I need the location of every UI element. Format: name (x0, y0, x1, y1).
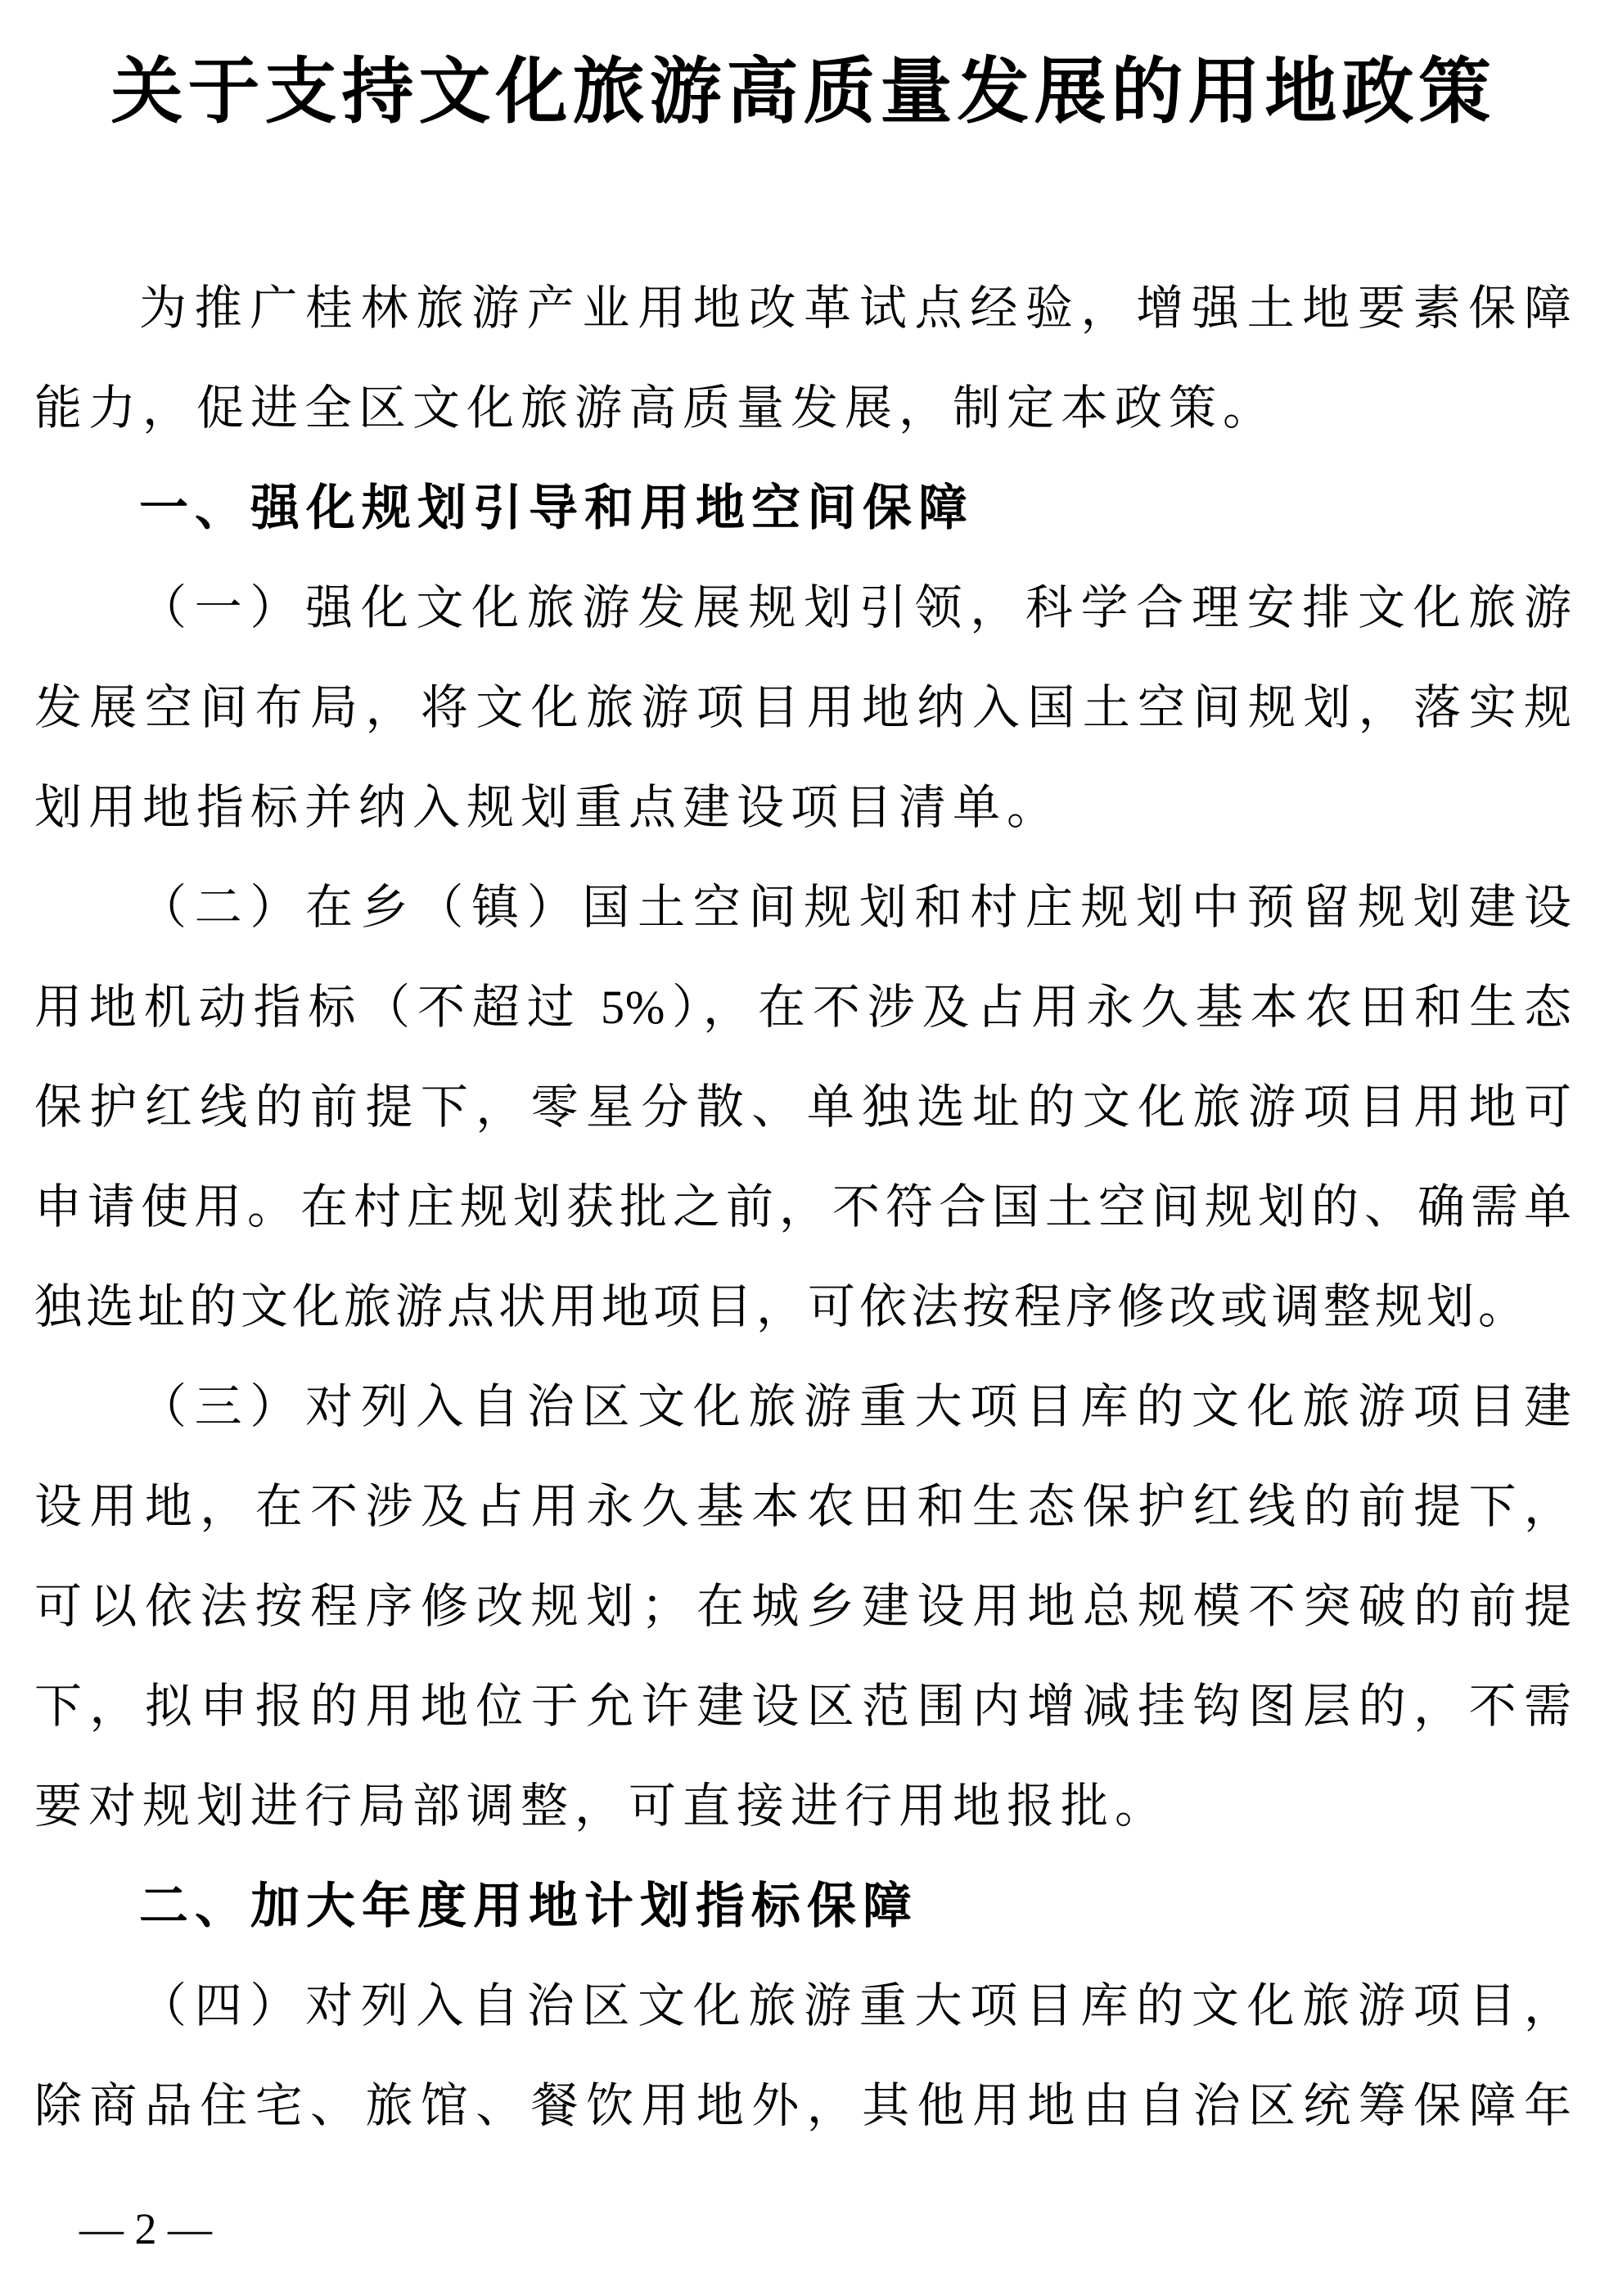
item-2-line-5: 独选址的文化旅游点状用地项目，可依法按程序修改或调整规划。 (34, 1280, 1530, 1333)
item-3-line-4: 下，拟申报的用地位于允许建设区范围内增减挂钩图层的，不需 (34, 1680, 1572, 1733)
item-3-line-3: 可以依法按程序修改规划；在城乡建设用地总规模不突破的前提 (34, 1580, 1572, 1633)
item-2-line-4: 申请使用。在村庄规划获批之前，不符合国土空间规划的、确需单 (34, 1180, 1572, 1234)
item-1-line-1: （一）强化文化旅游发展规划引领，科学合理安排文化旅游 (139, 581, 1572, 634)
item-2-line-3: 保护红线的前提下，零星分散、单独选址的文化旅游项目用地可 (34, 1080, 1572, 1134)
item-2-line-2: 用地机动指标（不超过 5%），在不涉及占用永久基本农田和生态 (34, 981, 1572, 1034)
section-heading-1: 一、强化规划引导和用地空间保障 (139, 480, 974, 535)
item-2-line-1: （二）在乡（镇）国土空间规划和村庄规划中预留规划建设 (139, 881, 1572, 934)
page-number: — 2 — (79, 2204, 212, 2253)
section-heading-2: 二、加大年度用地计划指标保障 (139, 1879, 918, 1933)
item-4-line-1: （四）对列入自治区文化旅游重大项目库的文化旅游项目， (139, 1979, 1572, 2032)
item-1-line-2: 发展空间布局，将文化旅游项目用地纳入国土空间规划，落实规 (34, 681, 1572, 734)
intro-line-2: 能力，促进全区文化旅游高质量发展，制定本政策。 (34, 381, 1278, 435)
item-3-line-1: （三）对列入自治区文化旅游重大项目库的文化旅游项目建 (139, 1380, 1572, 1433)
item-4-line-2: 除商品住宅、旅馆、餐饮用地外，其他用地由自治区统筹保障年 (34, 2079, 1572, 2132)
item-3-line-5: 要对规划进行局部调整，可直接进行用地报批。 (34, 1780, 1170, 1833)
item-3-line-2: 设用地，在不涉及占用永久基本农田和生态保护红线的前提下， (34, 1480, 1572, 1533)
intro-line-1: 为推广桂林旅游产业用地改革试点经验，增强土地要素保障 (139, 282, 1572, 335)
document-title: 关于支持文化旅游高质量发展的用地政策 (110, 53, 1496, 133)
item-1-line-3: 划用地指标并纳入规划重点建设项目清单。 (34, 781, 1061, 834)
document-body (34, 259, 1572, 2156)
